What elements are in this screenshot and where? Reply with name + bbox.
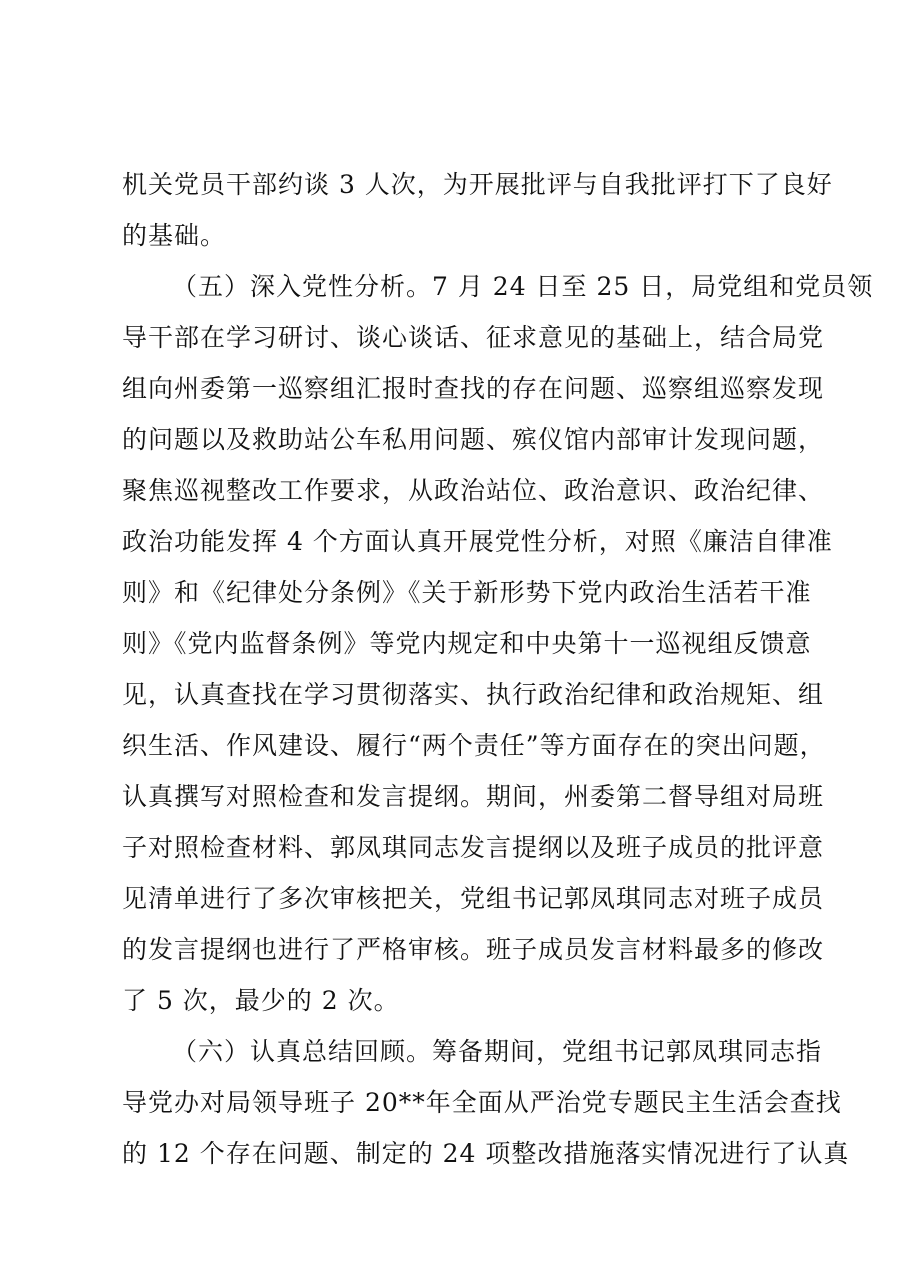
text-line-17: 了 5 次，最少的 2 次。 — [122, 986, 400, 1015]
text-line-7: 聚焦巡视整改工作要求，从政治站位、政治意识、政治纪律、 — [122, 476, 825, 505]
text-line-16: 的发言提纲也进行了严格审核。班子成员发言材料最多的修改 — [122, 935, 825, 964]
text-line-2: 的基础。 — [122, 221, 227, 250]
text-line-13: 认真撰写对照检查和发言提纲。期间，州委第二督导组对局班 — [122, 782, 825, 811]
text-line-15: 见清单进行了多次审核把关，党组书记郭凤琪同志对班子成员 — [122, 884, 825, 913]
text-line-9: 则》和《纪律处分条例》《关于新形势下党内政治生活若干准 — [122, 578, 812, 607]
text-line-8: 政治功能发挥 4 个方面认真开展党性分析，对照《廉洁自律准 — [122, 527, 833, 556]
paragraph-5-heading-line: （五）深入党性分析。7 月 24 日至 25 日，局党组和党员领 — [172, 272, 874, 301]
text-line-20: 的 12 个存在问题、制定的 24 项整改措施落实情况进行了认真 — [122, 1139, 850, 1168]
text-line-19: 导党办对局领导班子 20**年全面从严治党专题民主生活会查找 — [122, 1088, 842, 1117]
text-line-14: 子对照检查材料、郭凤琪同志发言提纲以及班子成员的批评意 — [122, 833, 825, 862]
text-line-12: 织生活、作风建设、履行“两个责任”等方面存在的突出问题， — [122, 731, 826, 760]
text-line-10: 则》《党内监督条例》等党内规定和中央第十一巡视组反馈意 — [122, 629, 812, 658]
text-line-5: 组向州委第一巡察组汇报时查找的存在问题、巡察组巡察发现 — [122, 374, 825, 403]
text-line-11: 见，认真查找在学习贯彻落实、执行政治纪律和政治规矩、组 — [122, 680, 825, 709]
text-line-1: 机关党员干部约谈 3 人次，为开展批评与自我批评打下了良好 — [122, 170, 833, 199]
text-line-6: 的问题以及救助站公车私用问题、殡仪馆内部审计发现问题， — [122, 425, 825, 454]
paragraph-6-heading-line: （六）认真总结回顾。筹备期间，党组书记郭凤琪同志指 — [172, 1037, 823, 1066]
text-line-4: 导干部在学习研讨、谈心谈话、征求意见的基础上，结合局党 — [122, 323, 825, 352]
